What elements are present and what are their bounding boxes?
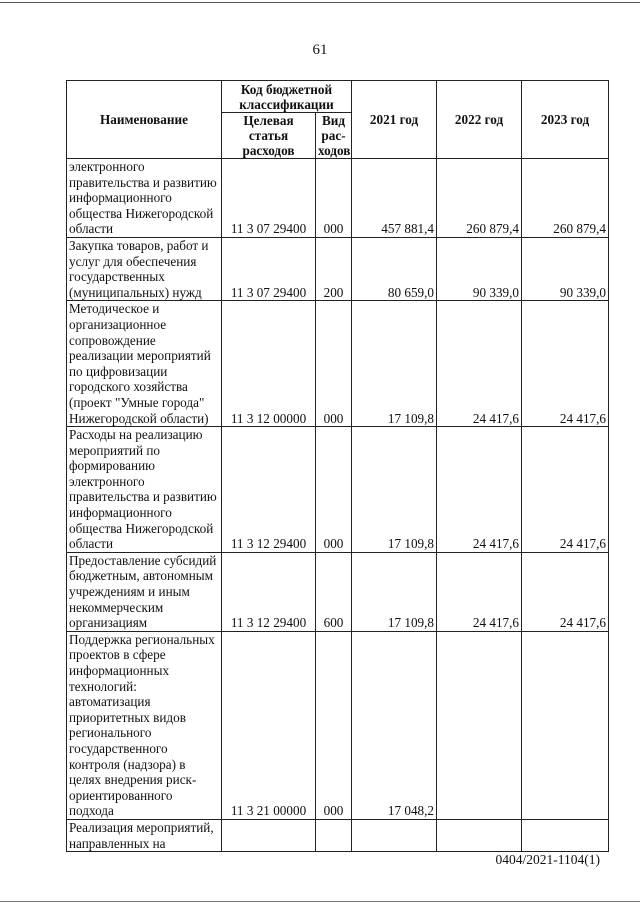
header-target-article: Целевая статья расходов (222, 113, 316, 159)
row-2021: 17 109,8 (352, 301, 437, 427)
row-name: Расходы на реализацию мероприятий по формированию электронного правительства и развитию информационного общества Нижегородской области (67, 427, 222, 553)
row-2021: 457 881,4 (352, 159, 437, 238)
row-vid: 000 (316, 159, 352, 238)
row-2022: 260 879,4 (437, 159, 522, 238)
table-row (67, 301, 609, 427)
header-expense-type: Вид рас-ходов (316, 113, 352, 159)
row-2021 (352, 819, 437, 851)
row-2021: 17 109,8 (352, 552, 437, 631)
row-2022: 90 339,0 (437, 237, 522, 300)
row-code: 11 3 07 29400 (222, 159, 316, 238)
row-code: 11 3 21 00000 (222, 631, 316, 819)
table-row (67, 552, 609, 631)
bottom-border-line (0, 901, 640, 902)
row-2023: 260 879,4 (522, 159, 609, 238)
row-2021: 17 109,8 (352, 427, 437, 553)
row-name: Предоставление субсидий бюджетным, автономным учреждениям и иным некоммерческим организациям (67, 552, 222, 631)
row-2022 (437, 819, 522, 851)
header-2022: 2022 год (437, 81, 522, 159)
row-2023 (522, 631, 609, 819)
row-vid (316, 819, 352, 851)
row-2022: 24 417,6 (437, 552, 522, 631)
header-2021: 2021 год (352, 81, 437, 159)
row-code: 11 3 07 29400 (222, 237, 316, 300)
row-code: 11 3 12 29400 (222, 552, 316, 631)
row-2023 (522, 819, 609, 851)
header-code-group: Код бюджетной классификации (222, 81, 352, 113)
row-2022 (437, 631, 522, 819)
row-vid: 000 (316, 427, 352, 553)
header-2023: 2023 год (522, 81, 609, 159)
row-2021: 17 048,2 (352, 631, 437, 819)
row-2023: 24 417,6 (522, 301, 609, 427)
row-2023: 24 417,6 (522, 427, 609, 553)
row-2022: 24 417,6 (437, 301, 522, 427)
header-name: Наименование (67, 81, 222, 159)
row-2023: 90 339,0 (522, 237, 609, 300)
budget-table (66, 80, 609, 852)
row-vid: 000 (316, 631, 352, 819)
page-number: 61 (312, 42, 328, 58)
document-code: 0404/2021-1104(1) (495, 852, 600, 867)
row-vid: 600 (316, 552, 352, 631)
row-code: 11 3 12 29400 (222, 427, 316, 553)
row-name: Поддержка региональных проектов в сфере информационных технологий: автоматизация приоритетных видов регионального государственного контроля (надзора) в целях внедрения риск-ориентированного подхода (67, 631, 222, 819)
top-border-line (0, 2, 640, 3)
row-name: Закупка товаров, работ и услуг для обеспечения государственных (муниципальных) нужд (67, 237, 222, 300)
row-2022: 24 417,6 (437, 427, 522, 553)
row-vid: 000 (316, 301, 352, 427)
table-row (67, 631, 609, 819)
row-code: 11 3 12 00000 (222, 301, 316, 427)
row-name: электронного правительства и развитию информационного общества Нижегородской области (67, 159, 222, 238)
row-2023: 24 417,6 (522, 552, 609, 631)
table-row (67, 819, 609, 851)
table-row (67, 427, 609, 553)
row-name: Методическое и организационное сопровождение реализации мероприятий по цифровизации городского хозяйства (проект "Умные города" Нижегородской области) (67, 301, 222, 427)
row-name: Реализация мероприятий, направленных на (67, 819, 222, 851)
row-2021: 80 659,0 (352, 237, 437, 300)
table-row (67, 237, 609, 300)
table-row (67, 159, 609, 238)
row-vid: 200 (316, 237, 352, 300)
row-code (222, 819, 316, 851)
